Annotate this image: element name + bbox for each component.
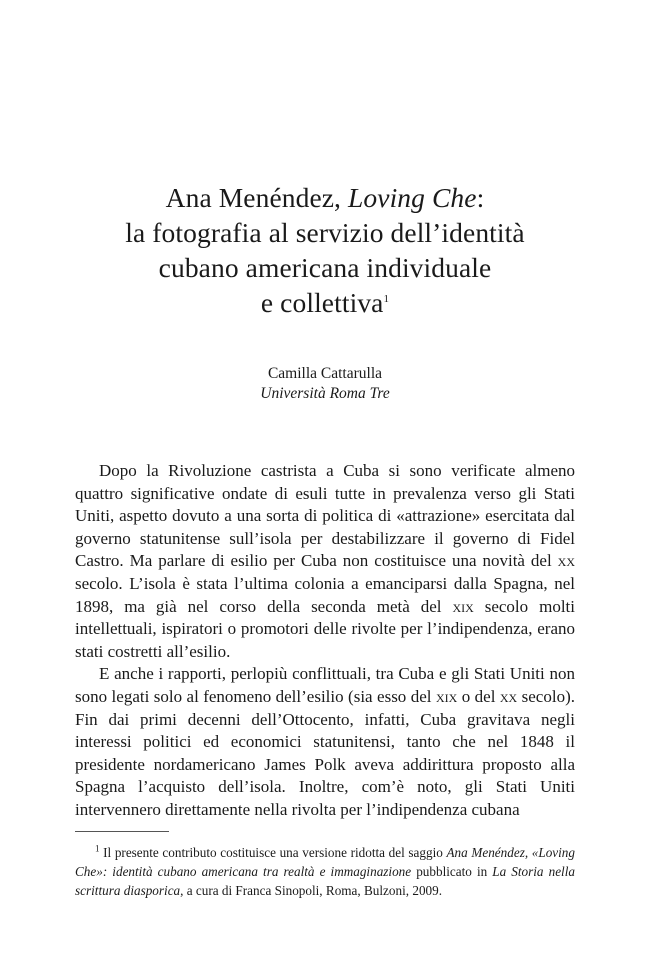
paragraph-2: E anche i rapporti, perlopiù conflittuali, tra Cuba e gli Stati Uniti non sono legati solo al fenomeno dell’esilio (sia esso del xix o del xx secolo). Fin dai primi decenni dell’Ottocento, infatti, Cuba gravitava negli interessi politici ed economici statunitensi, tanto che nel 1848 il presidente nordamericano James Polk aveva addirittura proposto alla Spagna l’acquisto dell’isola. Inoltre, com’è noto, gli Stati Uniti intervennero direttamente nella rivolta per l’indipendenza cubana: [75, 664, 575, 819]
footnote-divider: [75, 831, 169, 832]
footnote-number: 1: [95, 843, 100, 854]
paragraph-1: Dopo la Rivoluzione castrista a Cuba si sono verificate almeno quattro significative ondate di esuli tutte in prevalenza verso gli Stati Uniti, aspetto dovuto a una sorta di politica di «attrazione» esercitata dal governo statunitense sull’isola per destabilizzare il governo di Fidel Castro. Ma parlare di esilio per Cuba non costituisce una novità del xx secolo. L’isola è stata l’ultima colonia a emanciparsi dalla Spagna, nel 1898, ma già nel corso della seconda metà del xix secolo molti intellettuali, ispiratori o promotori delle rivolte per l’indipendenza, erano stati costretti all’esilio.: [75, 461, 575, 661]
footnote-book-title: La Storia nella scrittura diasporica: [75, 864, 575, 898]
title-line-3: cubano americana individuale: [158, 252, 492, 283]
title-book-name: Loving Che: [348, 182, 477, 213]
author-affiliation: Università Roma Tre: [260, 385, 390, 402]
body-text: [75, 460, 575, 822]
title-line-2: la fotografia al servizio dell’identità: [125, 217, 525, 248]
title-line-4: e collettiva$^1$: [260, 287, 390, 318]
footnote-1: $^1$ Il presente contributo costituisce una versione ridotta del saggio Ana Menéndez, «Loving Che»: identità cubano americana tra realtà e immaginazione pubblicato in La Storia nella scrittura diasporica, a cura di Franca Sinopoli, Roma, Bulzoni, 2009.: [75, 843, 575, 898]
chapter-title: [60, 180, 590, 320]
title-line-1: Ana Menéndez, Loving Che:: [165, 182, 485, 213]
footnote-essay-title: Ana Menéndez, «Loving Che»: identità cubano americana tra realtà e immaginazione: [75, 845, 575, 879]
author-name: Camilla Cattarulla: [267, 365, 383, 382]
author-block: [0, 364, 650, 404]
footnote-reference[interactable]: 1: [383, 292, 390, 305]
